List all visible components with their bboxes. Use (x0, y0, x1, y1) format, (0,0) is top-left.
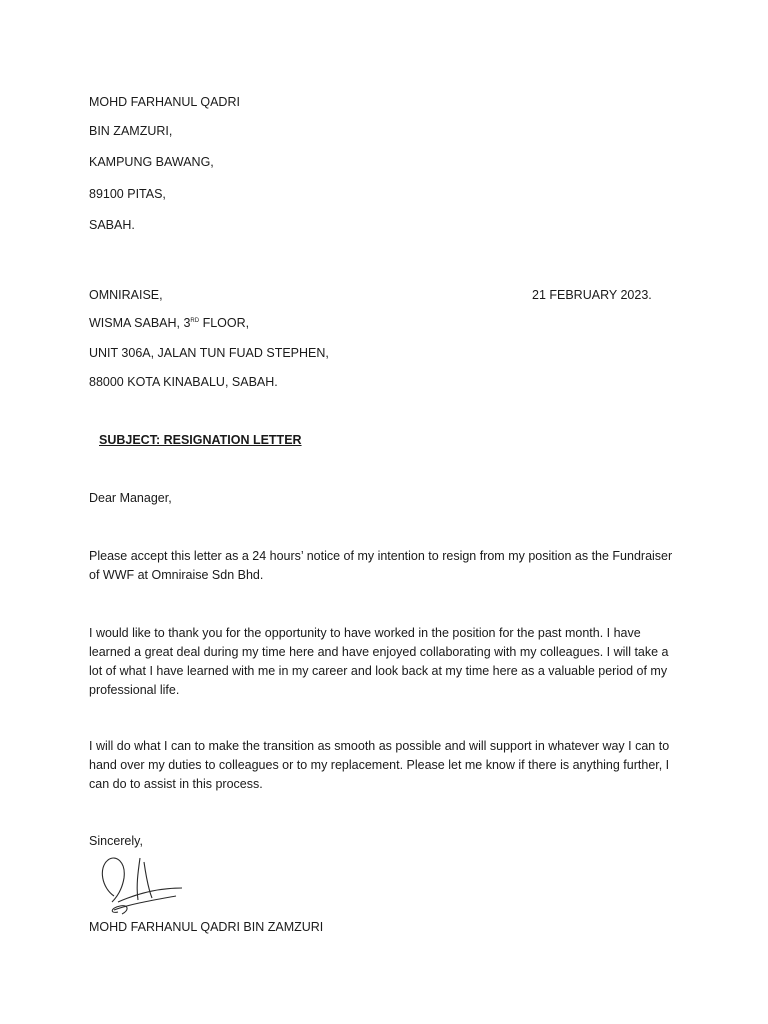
signature-name: MOHD FARHANUL QADRI BIN ZAMZURI (89, 920, 324, 934)
sender-address-line4: 89100 PITAS, (89, 187, 166, 201)
subject-line: SUBJECT: RESIGNATION LETTER (99, 433, 302, 447)
sender-name-line2: BIN ZAMZURI, (89, 124, 173, 138)
paragraph-1: Please accept this letter as a 24 hours’ notice of my intention to resign from my position as the Fundraiser of WWF at Omniraise Sdn Bhd. (89, 549, 673, 582)
signature-image (96, 852, 196, 920)
salutation: Dear Manager, (89, 491, 172, 505)
recipient-line2-pre: WISMA SABAH, 3 (89, 316, 191, 330)
recipient-line1: OMNIRAISE, (89, 288, 163, 302)
recipient-line2-sup: RD (190, 317, 200, 324)
closing: Sincerely, (89, 834, 143, 848)
paragraph-3: I will do what I can to make the transition as smooth as possible and will support in whatever way I can to hand over my duties to colleagues or to my replacement. Please let me know if there is anything further, I can do to assist in this process. (89, 739, 670, 791)
recipient-line2-post: FLOOR, (199, 316, 250, 330)
sender-address-line5: SABAH. (89, 218, 135, 232)
sender-name-line1: MOHD FARHANUL QADRI (89, 95, 240, 109)
letter-date: 21 FEBRUARY 2023. (532, 288, 652, 302)
recipient-line3: UNIT 306A, JALAN TUN FUAD STEPHEN, (89, 346, 329, 360)
paragraph-2: I would like to thank you for the opportunity to have worked in the position for the past month. I have learned a great deal during my time here and have enjoyed collaborating with my colleagues. I will take a lot of what I have learned with me in my career and look back at my time here as a valuable period of my professional life. (89, 626, 669, 697)
recipient-line4: 88000 KOTA KINABALU, SABAH. (89, 375, 278, 389)
recipient-line2 (89, 316, 249, 330)
sender-address-line3: KAMPUNG BAWANG, (89, 155, 214, 169)
